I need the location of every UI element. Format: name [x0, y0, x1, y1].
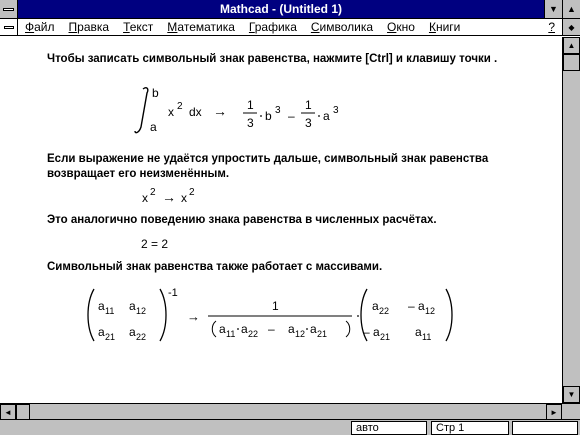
menu-symbolics[interactable] — [304, 20, 380, 34]
menu-graphics[interactable] — [242, 20, 304, 34]
integral-upper-limit: b — [152, 86, 159, 100]
arrow-down-icon: ▼ — [567, 390, 576, 399]
system-menu-icon — [3, 8, 14, 11]
matrix-a11-sub: 11 — [105, 306, 115, 316]
menu-help[interactable] — [541, 20, 562, 34]
den-a21-sub: 21 — [317, 329, 328, 339]
den-a11: a — [219, 322, 226, 336]
menu-file-label: айл — [34, 20, 55, 34]
integral-sign-icon — [135, 88, 148, 133]
scalar-dot — [357, 315, 359, 317]
integrand-variable: x — [168, 105, 174, 119]
menu-text[interactable] — [116, 20, 160, 34]
result-r11: a — [372, 299, 379, 313]
numeric-equation[interactable]: 2 = 2 — [141, 237, 169, 251]
matrix-a12-sub: 12 — [136, 306, 147, 316]
result-r22: a — [415, 325, 422, 339]
maximize-button[interactable] — [562, 0, 580, 18]
matrix-a22: a — [129, 325, 136, 339]
text-region-3[interactable]: Это аналогично поведению знака равенства в численных расчётах. — [47, 214, 437, 226]
menu-symbolics-key: С — [310, 20, 320, 34]
matrix-a22-sub: 22 — [136, 332, 147, 342]
den-minus: – — [268, 322, 275, 336]
result-r12: – a — [408, 299, 425, 313]
matrix-arrow: → — [187, 309, 200, 324]
left-paren-icon — [88, 289, 94, 341]
result-r11-sub: 22 — [379, 306, 390, 316]
window-title: Mathcad - (Untitled 1) — [220, 2, 342, 16]
minimize-button[interactable] — [544, 0, 562, 18]
menu-edit-key: П — [68, 20, 78, 34]
result-r22-sub: 11 — [422, 332, 432, 342]
minus-sign: – — [288, 109, 295, 123]
arrow-up-icon: ▲ — [567, 41, 576, 50]
menu-edit-label: равка — [77, 20, 110, 34]
den-a11-sub: 11 — [226, 329, 236, 339]
result-r21-sub: 21 — [380, 332, 391, 342]
title-bar — [0, 0, 580, 19]
integral-lower-limit: a — [150, 120, 157, 134]
term2-base: a — [323, 109, 330, 123]
term1-power: 3 — [275, 105, 281, 116]
document-menu-button[interactable] — [0, 19, 18, 35]
menu-window-label: кно — [396, 20, 415, 34]
matrix-a21-sub: 21 — [105, 332, 116, 342]
menu-math-label: атематика — [177, 20, 235, 34]
result-r12-sub: 12 — [425, 306, 436, 316]
menu-file[interactable] — [18, 20, 62, 34]
menu-books-key: К — [428, 20, 436, 34]
menu-graphics-key: Г — [248, 20, 255, 34]
simple-lhs-power: 2 — [150, 187, 156, 198]
worksheet[interactable] — [0, 37, 562, 403]
fraction2-denominator: 3 — [305, 116, 312, 130]
den-a12: a — [288, 322, 295, 336]
vertical-scrollbar[interactable] — [562, 37, 580, 403]
text-region-2b[interactable]: возвращает его неизменённым. — [47, 168, 230, 180]
result-r21: – a — [363, 325, 380, 339]
status-empty — [512, 421, 578, 435]
document-restore-button[interactable] — [562, 19, 580, 35]
status-calc-mode: авто — [351, 421, 427, 435]
menu-graphics-label: рафика — [254, 20, 297, 34]
simple-lhs-base: x — [142, 191, 148, 205]
den-a21: a — [310, 322, 317, 336]
menu-text-key: Т — [123, 20, 130, 34]
simple-rhs-power: 2 — [189, 187, 195, 198]
menu-text-label: екст — [129, 20, 154, 34]
den-a12-sub: 12 — [295, 329, 306, 339]
restore-icon: ◆ — [568, 22, 575, 32]
simple-arrow: → — [162, 189, 176, 205]
fraction1-denominator: 3 — [247, 116, 254, 130]
horizontal-scroll-thumb[interactable] — [16, 404, 30, 420]
triangle-down-icon: ▼ — [549, 4, 558, 14]
scroll-left-button[interactable] — [0, 404, 16, 420]
den-right-paren-icon — [346, 321, 350, 337]
text-region-2a[interactable]: Если выражение не удаётся упростить дальше, символьный знак равенства — [47, 153, 489, 165]
matrix-inverse-power: -1 — [168, 287, 178, 299]
matrix-a11: a — [98, 299, 105, 313]
vertical-scroll-thumb[interactable] — [563, 54, 580, 71]
integrand-power: 2 — [177, 101, 183, 112]
den-dot-2 — [306, 328, 308, 330]
text-region-1[interactable]: Чтобы записать символьный знак равенства, нажмите [Ctrl] и клавишу точки . — [47, 53, 498, 65]
status-bar — [0, 419, 580, 435]
scroll-down-button[interactable] — [563, 386, 580, 403]
symbolic-arrow: → — [213, 103, 227, 119]
menu-file-key: Ф — [25, 20, 35, 34]
scroll-right-button[interactable] — [546, 404, 562, 420]
arrow-left-icon: ◄ — [4, 407, 12, 417]
menu-edit[interactable] — [62, 20, 117, 34]
document-menu-icon — [4, 26, 14, 29]
matrix-a21: a — [98, 325, 105, 339]
status-page: Стр 1 — [431, 421, 509, 435]
matrix-fraction-numerator: 1 — [272, 299, 279, 313]
matrix-region[interactable] — [84, 283, 464, 353]
menu-books[interactable] — [422, 20, 467, 34]
integral-differential: dx — [189, 105, 202, 119]
menu-window-key: О — [387, 20, 397, 34]
scroll-up-button[interactable] — [563, 37, 580, 54]
text-region-4[interactable]: Символьный знак равенства также работает с массивами. — [47, 261, 383, 273]
fraction2-numerator: 1 — [305, 98, 312, 112]
arrow-right-icon: ► — [550, 407, 558, 417]
horizontal-scrollbar[interactable] — [0, 403, 580, 419]
system-menu-button[interactable] — [0, 0, 18, 18]
menu-help-key: ? — [548, 20, 555, 34]
simple-rhs-base: x — [181, 191, 187, 205]
result-right-paren-icon — [446, 289, 452, 341]
term2-power: 3 — [333, 105, 339, 116]
den-dot-1 — [237, 328, 239, 330]
right-paren-icon — [160, 289, 166, 341]
fraction1-numerator: 1 — [247, 98, 254, 112]
matrix-a12: a — [129, 299, 136, 313]
den-left-paren-icon — [212, 321, 216, 337]
simple-symbolic-region[interactable] — [138, 183, 218, 207]
menu-math-key: М — [167, 20, 178, 34]
menu-math[interactable] — [160, 20, 242, 34]
menu-symbolics-label: имволика — [319, 20, 374, 34]
menu-bar — [0, 19, 580, 36]
menu-books-label: ниги — [435, 20, 461, 34]
den-a22-sub: 22 — [248, 329, 259, 339]
den-a22: a — [241, 322, 248, 336]
menu-window[interactable] — [380, 20, 422, 34]
integral-region[interactable] — [130, 85, 370, 137]
term1-base: b — [265, 109, 272, 123]
multiply-dot-2 — [318, 115, 320, 117]
multiply-dot — [260, 115, 262, 117]
triangle-up-icon: ▲ — [567, 4, 576, 14]
